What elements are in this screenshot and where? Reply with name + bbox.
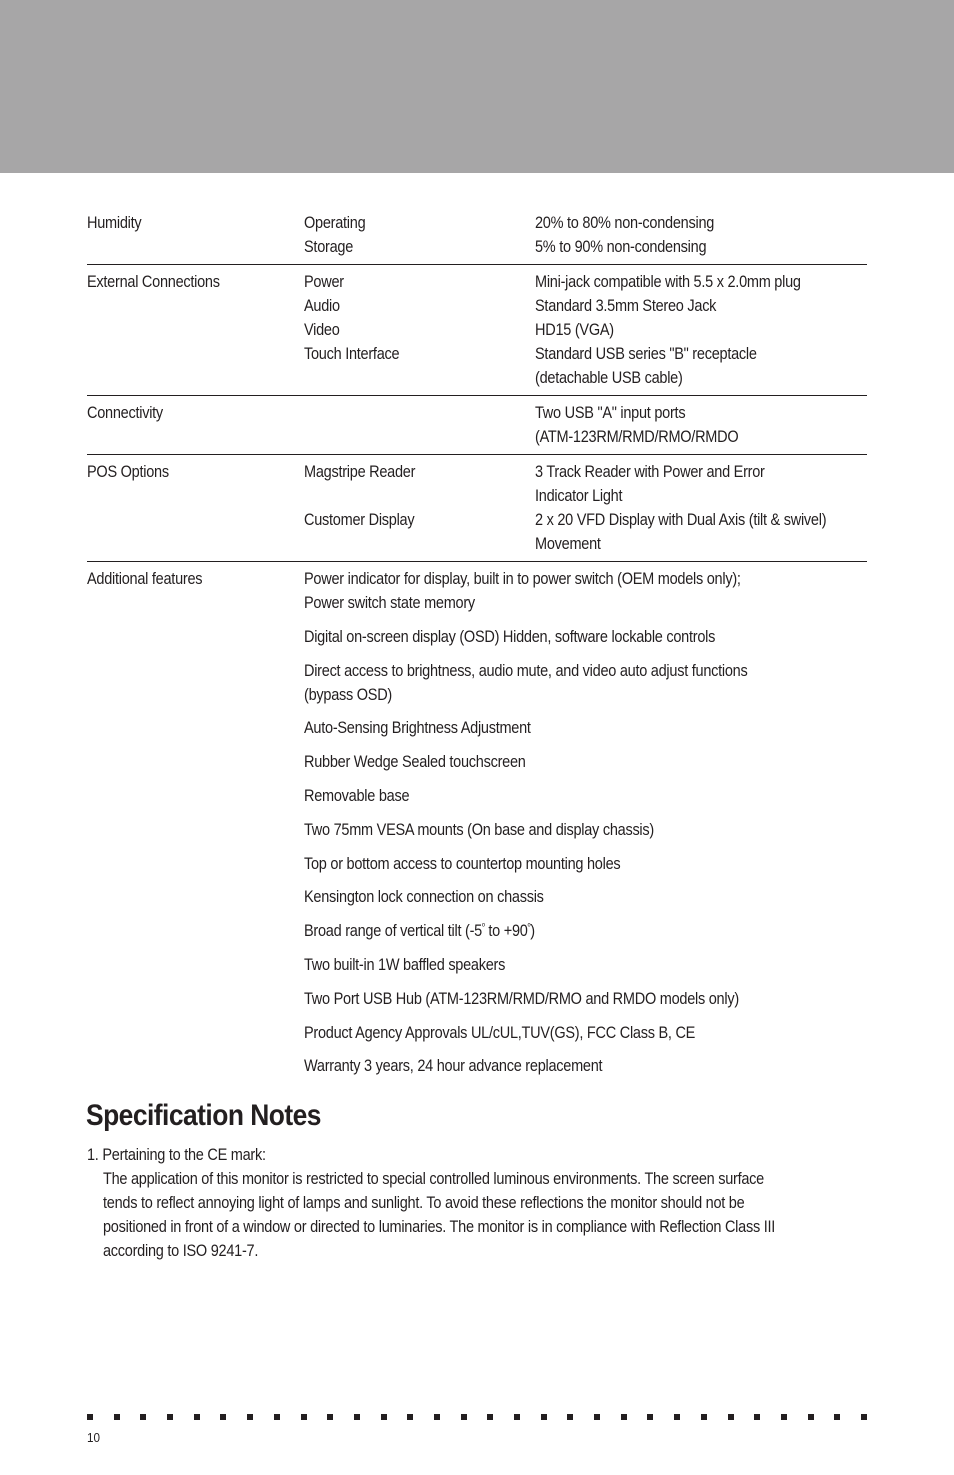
feature-item: Power indicator for display, built in to power switch (OEM models only); Power switch state memory bbox=[304, 570, 741, 612]
feature-item: Two Port USB Hub (ATM-123RM/RMD/RMO and RMDO models only) bbox=[304, 989, 739, 1008]
spec-item: Operating bbox=[304, 214, 366, 232]
spec-value: Standard USB series "B" receptacle bbox=[535, 345, 757, 363]
footer-dot bbox=[381, 1414, 387, 1420]
spec-item: Magstripe Reader bbox=[304, 463, 416, 481]
feature-item: Product Agency Approvals UL/cUL,TUV(GS), FCC Class B, CE bbox=[304, 1023, 696, 1042]
spec-row-connectivity bbox=[87, 401, 867, 455]
footer-dot bbox=[167, 1414, 173, 1420]
feature-item: Rubber Wedge Sealed touchscreen bbox=[304, 753, 526, 772]
specification-notes bbox=[87, 1143, 887, 1263]
footer-dot bbox=[808, 1414, 814, 1420]
spec-value: (detachable USB cable) bbox=[535, 369, 683, 387]
footer-dot bbox=[861, 1414, 867, 1420]
spec-value: 5% to 90% non-condensing bbox=[535, 238, 707, 256]
feature-item: Auto-Sensing Brightness Adjustment bbox=[304, 719, 531, 738]
spec-label: Humidity bbox=[87, 214, 142, 232]
spec-row-external-connections bbox=[87, 270, 867, 396]
page-number: 10 bbox=[87, 1430, 101, 1445]
spec-item: Touch Interface bbox=[304, 345, 400, 363]
footer-dot bbox=[407, 1414, 413, 1420]
spec-value: Two USB "A" input ports bbox=[535, 404, 686, 422]
spec-value: (ATM-123RM/RMD/RMO/RMDO bbox=[535, 428, 739, 446]
footer-dot bbox=[274, 1414, 280, 1420]
spec-value: Movement bbox=[535, 535, 601, 553]
spec-item bbox=[304, 484, 507, 508]
feature-item: Direct access to brightness, audio mute, and video auto adjust functions (bypass OSD) bbox=[304, 661, 748, 704]
footer-dot bbox=[301, 1414, 307, 1420]
footer-dot bbox=[354, 1414, 360, 1420]
footer-dot bbox=[567, 1414, 573, 1420]
spec-item: Audio bbox=[304, 297, 340, 315]
spec-row-humidity bbox=[87, 211, 867, 265]
footer-dot bbox=[754, 1414, 760, 1420]
feature-item: Two built-in 1W baffled speakers bbox=[304, 955, 506, 974]
footer-dot bbox=[541, 1414, 547, 1420]
spec-label: Connectivity bbox=[87, 404, 163, 422]
footer-dot bbox=[87, 1414, 93, 1420]
section-title: Specification Notes bbox=[86, 1099, 321, 1132]
spec-value: HD15 (VGA) bbox=[535, 321, 614, 339]
spec-value: Standard 3.5mm Stereo Jack bbox=[535, 297, 717, 315]
footer-dot bbox=[621, 1414, 627, 1420]
spec-row-additional-features bbox=[87, 567, 867, 1083]
spec-item: Power bbox=[304, 273, 344, 291]
footer-dot bbox=[140, 1414, 146, 1420]
spec-value: 2 x 20 VFD Display with Dual Axis (tilt & swivel) bbox=[535, 511, 827, 529]
feature-item: Kensington lock connection on chassis bbox=[304, 888, 544, 907]
feature-item: Warranty 3 years, 24 hour advance replacement bbox=[304, 1057, 603, 1076]
footer-dot bbox=[781, 1414, 787, 1420]
note-body: The application of this monitor is restricted to special controlled luminous environments. The screen surface tends to reflect annoying light of lamps and sunlight. To avoid these reflections the monitor should not be positioned in front of a window or directed to luminaries. The monitor is in compliance with Reflection Class III according to ISO 9241-7. bbox=[103, 1170, 776, 1260]
spec-row-pos-options bbox=[87, 460, 867, 562]
footer-dot bbox=[728, 1414, 734, 1420]
footer-dot bbox=[461, 1414, 467, 1420]
specification-table bbox=[87, 211, 867, 1088]
footer-dot bbox=[327, 1414, 333, 1420]
feature-item: Two 75mm VESA mounts (On base and display chassis) bbox=[304, 820, 654, 839]
spec-item: Customer Display bbox=[304, 511, 415, 529]
footer-dot bbox=[594, 1414, 600, 1420]
spec-value: 3 Track Reader with Power and Error bbox=[535, 463, 765, 481]
footer-dot bbox=[701, 1414, 707, 1420]
footer-dot bbox=[834, 1414, 840, 1420]
spec-value: 20% to 80% non-condensing bbox=[535, 214, 715, 232]
feature-list bbox=[304, 567, 867, 1078]
note-heading: 1. Pertaining to the CE mark: bbox=[87, 1146, 266, 1164]
feature-item: Broad range of vertical tilt ($-5^º$ to $+90^º$) bbox=[304, 921, 535, 941]
footer-dot bbox=[674, 1414, 680, 1420]
footer-dot bbox=[647, 1414, 653, 1420]
feature-item: Removable base bbox=[304, 786, 410, 805]
spec-item: Video bbox=[304, 321, 340, 339]
footer-dot bbox=[194, 1414, 200, 1420]
spec-label: POS Options bbox=[87, 463, 169, 481]
footer-dot bbox=[487, 1414, 493, 1420]
spec-label: External Connections bbox=[87, 273, 220, 291]
footer-dot bbox=[514, 1414, 520, 1420]
footer-dot bbox=[114, 1414, 120, 1420]
spec-value: Mini-jack compatible with 5.5 x 2.0mm plug bbox=[535, 273, 801, 291]
footer-dot bbox=[434, 1414, 440, 1420]
header-band bbox=[0, 0, 954, 173]
footer-dot-rule bbox=[87, 1414, 867, 1420]
spec-label: Additional features bbox=[87, 570, 203, 588]
spec-value: Indicator Light bbox=[535, 487, 623, 505]
feature-item: Digital on-screen display (OSD) Hidden, software lockable controls bbox=[304, 627, 716, 646]
footer-dot bbox=[247, 1414, 253, 1420]
footer-dot bbox=[220, 1414, 226, 1420]
spec-item: Storage bbox=[304, 238, 354, 256]
feature-item: Top or bottom access to countertop mounting holes bbox=[304, 854, 621, 873]
